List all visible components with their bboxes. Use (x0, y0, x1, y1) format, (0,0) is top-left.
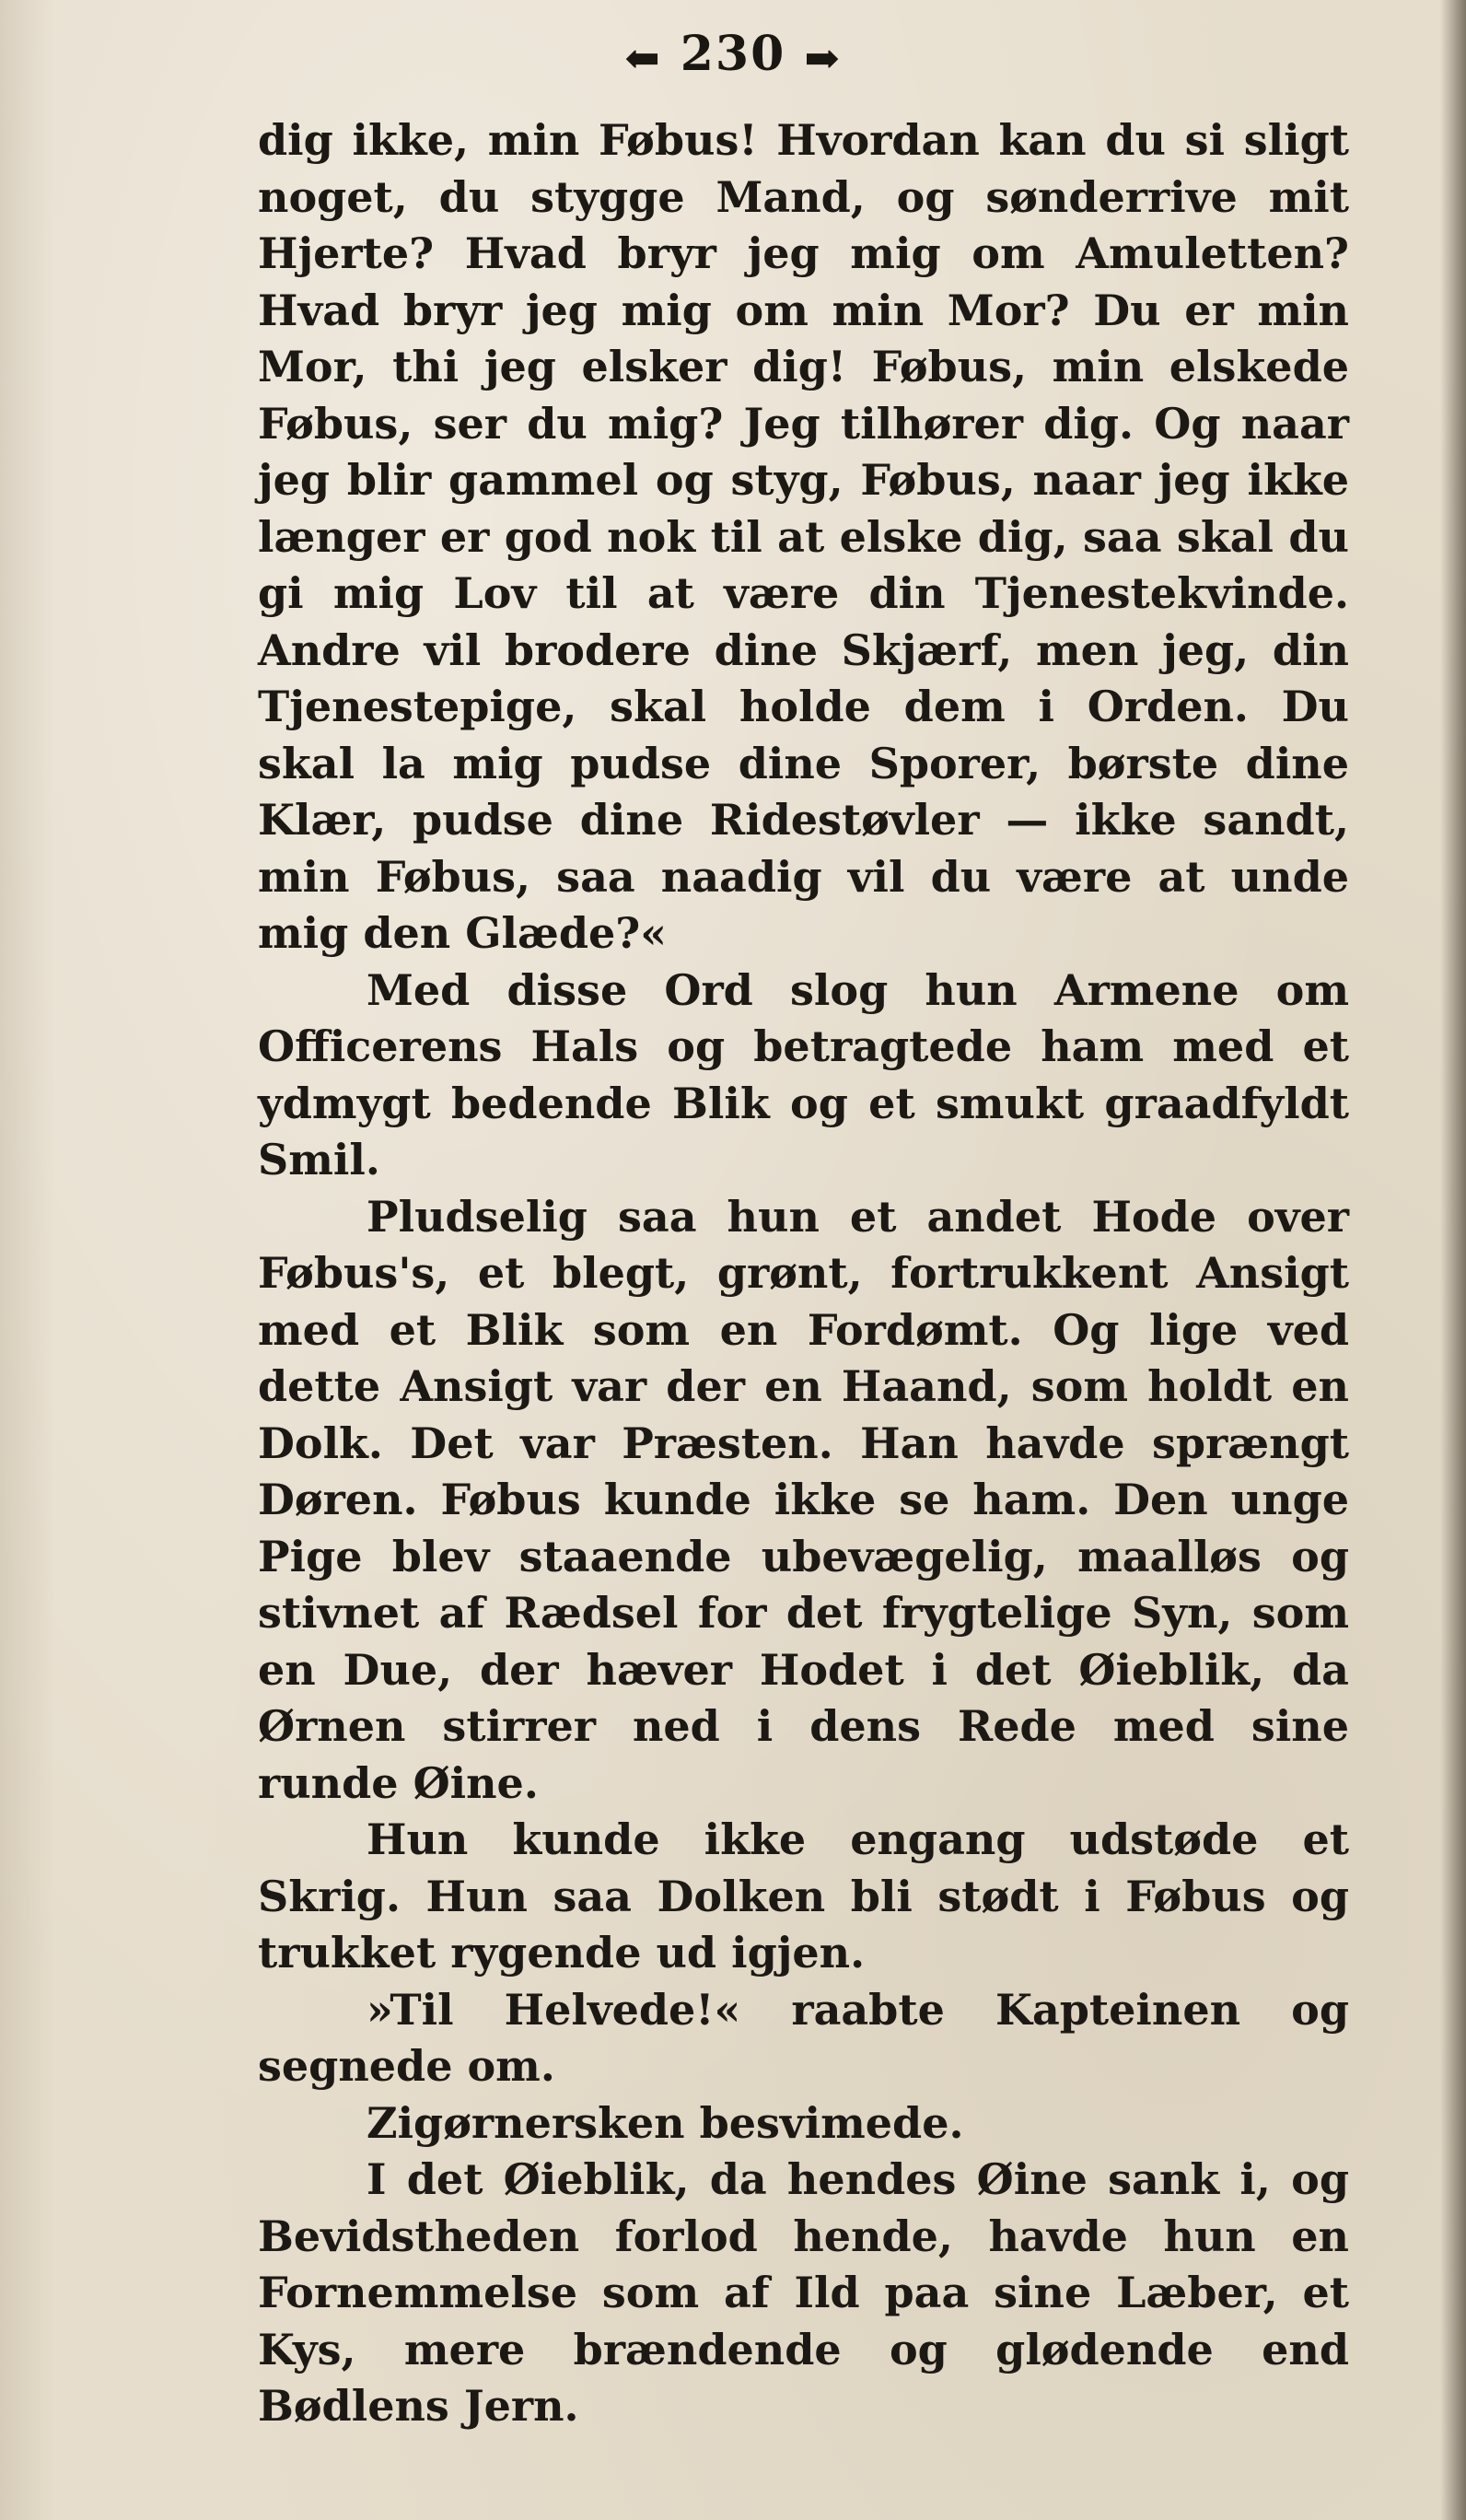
paragraph-6: Zigørnersken besvimede. (366, 2097, 964, 2148)
header-ornament-left: ⬅ (624, 32, 662, 83)
paragraph-5: »Til Helvede!« raabte Kapteinen og segnede om. (258, 1984, 1349, 2091)
header-ornament-right: ➡ (804, 32, 842, 83)
page-header (0, 26, 1466, 83)
paragraph-4: Hun kunde ikke engang udstøde et Skrig. Hun saa Dolken bli stødt i Føbus og trukket rygende ud igjen. (258, 1814, 1349, 1978)
body-text (258, 112, 1349, 2435)
paragraph-2: Med disse Ord slog hun Armene om Officerens Hals og betragtede ham med et ydmygt bedende Blik og et smukt graadfyldt Smil. (258, 964, 1349, 1184)
paragraph-1: dig ikke, min Føbus! Hvordan kan du si sligt noget, du stygge Mand, og sønderrive mit Hjerte? Hvad bryr jeg mig om Amuletten? Hvad bryr jeg mig om min Mor? Du er min Mor, thi jeg elsker dig! Føbus, min elskede Føbus, ser du mig? Jeg tilhører dig. Og naar jeg blir gammel og styg, Føbus, naar jeg ikke længer er god nok til at elske dig, saa skal du gi mig Lov til at være din Tjenestekvinde. Andre vil brodere dine Skjærf, men jeg, din Tjenestepige, skal holde dem i Orden. Du skal la mig pudse dine Sporer, børste dine Klær, pudse dine Ridestøvler — ikke sandt, min Føbus, saa naadig vil du være at unde mig den Glæde?« (258, 115, 1349, 958)
page-left-tone (0, 0, 55, 2520)
paragraph-3: Pludselig saa hun et andet Hode over Føbus's, et blegt, grønt, fortrukkent Ansigt med et Blik som en Fordømt. Og lige ved dette Ansigt var der en Haand, som holdt en Dolk. Det var Præsten. Han havde sprængt Døren. Føbus kunde ikke se ham. Den unge Pige blev staaende ubevægelig, maalløs og stivnet af Rædsel for det frygtelige Syn, som en Due, der hæver Hodet i det Øieblik, da Ørnen stirrer ned i dens Rede med sine runde Øine. (258, 1191, 1349, 1808)
page-number: 230 (680, 26, 786, 82)
paragraph-7: I det Øieblik, da hendes Øine sank i, og Bevidstheden forlod hende, havde hun en Fornemmelse som af Ild paa sine Læber, et Kys, mere brændende og glødende end Bødlens Jern. (258, 2154, 1349, 2431)
page-edge-shadow (1440, 0, 1466, 2520)
